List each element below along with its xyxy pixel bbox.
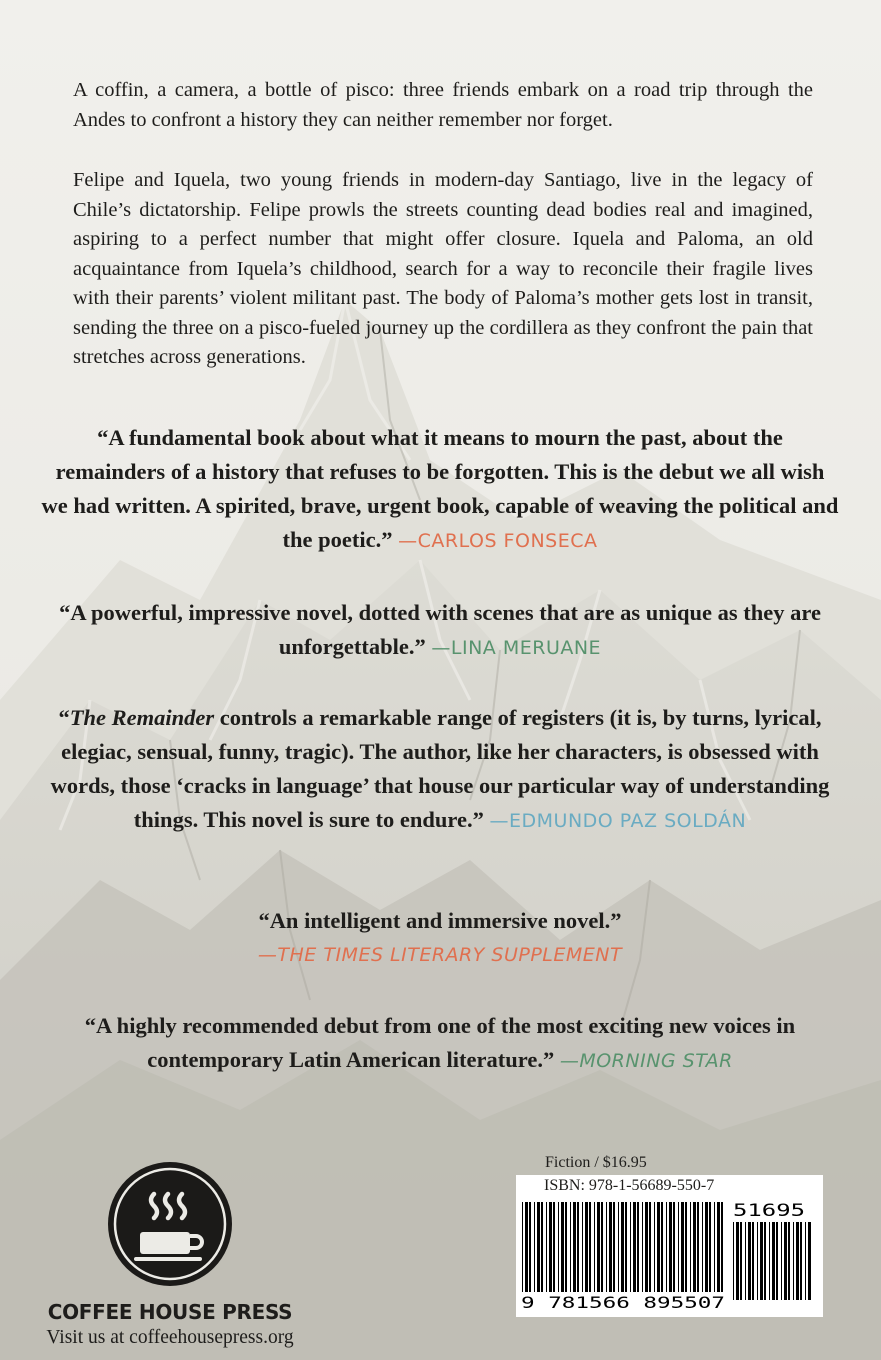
barcode-bar (805, 1222, 806, 1300)
blurb-paragraph-1: A coffin, a camera, a bottle of pisco: three friends embark on a road trip through the Andes to confront a history they can neither remember nor forget. (73, 79, 813, 131)
barcode-bar (601, 1202, 603, 1292)
review-quote-1 (40, 421, 840, 558)
price-label: Fiction / $16.95 (545, 1154, 647, 1171)
barcode-digits: 9 781566 895507 (521, 1293, 725, 1312)
barcode-bar (642, 1202, 643, 1292)
barcode-bar (537, 1202, 540, 1292)
barcode-bar (721, 1202, 723, 1292)
quote-text: “A fundamental book about what it means to mourn the past, about the remainders of a history that refuses to be forgotten. This is the debut we all wish we had written. A spirited, brave, urgent book, capable of weaving the political and the poetic.” (41, 425, 839, 552)
barcode-bar (748, 1222, 751, 1300)
barcode-bar (796, 1222, 799, 1300)
barcode-bar (690, 1202, 691, 1292)
barcode-bar (784, 1222, 787, 1300)
barcode-bar (702, 1202, 703, 1292)
barcode-bar (649, 1202, 651, 1292)
barcode-bar (589, 1202, 591, 1292)
publisher-name: COFFEE HOUSE PRESS (47, 1300, 293, 1324)
barcode-bar (613, 1202, 615, 1292)
barcode-bar (788, 1222, 790, 1300)
barcode-bar (745, 1222, 746, 1300)
barcode-bar (669, 1202, 672, 1292)
barcode-bar (714, 1202, 715, 1292)
barcode-bar (705, 1202, 708, 1292)
barcode-bar (597, 1202, 600, 1292)
blurb-paragraph-2: Felipe and Iquela, two young friends in modern-day Santiago, live in the legacy of Chile’s dictatorship. Felipe prowls the streets counting dead bodies real and imagined, aspiring to a perfect number that might offer closure. Iquela and Paloma, an old acquaintance from Iquela’s childhood, search for a way to reconcile their fragile lives with their parents’ violent militant past. The body of Paloma’s mother gets lost in transit, sending the three on a pisco-fueled journey up the cordillera as they confront the pain that stretches across generations. (73, 169, 813, 368)
barcode-bar (549, 1202, 552, 1292)
barcode-bar (570, 1202, 571, 1292)
barcode-bar (585, 1202, 588, 1292)
barcode-bar (637, 1202, 639, 1292)
quote-text: “An intelligent and immersive novel.” (258, 908, 622, 933)
barcode-bar (772, 1222, 775, 1300)
addon-digits: 51695 (733, 1201, 805, 1221)
barcode-bar (582, 1202, 583, 1292)
barcode-bar (633, 1202, 636, 1292)
barcode-bar (736, 1222, 739, 1300)
barcode-bar (618, 1202, 619, 1292)
barcode-bar (769, 1222, 770, 1300)
isbn-barcode (520, 1200, 726, 1312)
quote-attribution: —CARLOS FONSECA (398, 530, 598, 552)
barcode-bar (534, 1202, 535, 1292)
barcode-bar (645, 1202, 648, 1292)
barcode-bar (678, 1202, 679, 1292)
quote-attribution: —EDMUNDO PAZ SOLDÁN (489, 810, 747, 832)
barcode-bar (621, 1202, 624, 1292)
barcode-bar (709, 1202, 711, 1292)
barcode-box (516, 1175, 823, 1317)
barcode-bar (764, 1222, 766, 1300)
barcode-bar (558, 1202, 559, 1292)
barcode-bar (609, 1202, 612, 1292)
quote-text: “A powerful, impressive novel, dotted with scenes that are as unique as they are unforgettable.” (59, 600, 821, 659)
barcode-bar (522, 1202, 523, 1292)
quote-text: “A highly recommended debut from one of the most exciting new voices in contemporary Latin American literature.” (84, 1013, 796, 1072)
barcode-bar (573, 1202, 576, 1292)
barcode-bar (577, 1202, 579, 1292)
barcode-bar (525, 1202, 528, 1292)
barcode-bar (661, 1202, 663, 1292)
review-quote-4 (40, 904, 840, 972)
barcode-bar (561, 1202, 564, 1292)
publisher-url[interactable]: Visit us at coffeehousepress.org (46, 1327, 294, 1348)
barcode-bar (685, 1202, 687, 1292)
barcode-bar (752, 1222, 754, 1300)
quote-attribution: —THE TIMES LITERARY SUPPLEMENT (257, 944, 623, 966)
barcode-bar (553, 1202, 555, 1292)
barcode-bar (800, 1222, 802, 1300)
barcode-bar (760, 1222, 763, 1300)
barcode-bar (625, 1202, 627, 1292)
book-title: The Remainder (69, 705, 215, 730)
barcode-bar (793, 1222, 794, 1300)
quote-attribution: —LINA MERUANE (431, 637, 602, 659)
barcode-bar (740, 1222, 742, 1300)
barcode-bar (776, 1222, 778, 1300)
barcode-bar (594, 1202, 595, 1292)
barcode-bar (808, 1222, 811, 1300)
isbn-label: ISBN: 978-1-56689-550-7 (544, 1177, 715, 1194)
barcode-bar (757, 1222, 758, 1300)
barcode-bar (781, 1222, 782, 1300)
barcode-bar (717, 1202, 720, 1292)
quote-attribution: —MORNING STAR (559, 1050, 733, 1072)
quote-text: controls a remarkable range of registers (it is, by turns, lyrical, elegiac, sensual, funny, tragic). The author, like her characters, is obsessed with words, those ‘cracks in language’ that house our particular way of understanding things. This novel is sure to endure.” (50, 705, 830, 832)
barcode-bar (666, 1202, 667, 1292)
coffee-cup-icon (106, 1160, 234, 1288)
barcode-bar (673, 1202, 675, 1292)
barcode-bar (565, 1202, 567, 1292)
barcode-bar (657, 1202, 660, 1292)
barcode-bar (606, 1202, 607, 1292)
publisher-block (20, 1160, 320, 1349)
barcode-bar (733, 1222, 734, 1300)
review-quote-2 (40, 596, 840, 665)
barcode-bar (546, 1202, 547, 1292)
barcode-bar (630, 1202, 631, 1292)
price-addon-barcode (731, 1200, 811, 1300)
barcode-bar (681, 1202, 684, 1292)
barcode-bar (541, 1202, 543, 1292)
barcode-bar (654, 1202, 655, 1292)
barcode-bar (697, 1202, 699, 1292)
review-quote-5 (40, 1009, 840, 1078)
review-quote-3: “The Remainder controls a remarkable range of registers (it is, by turns, lyrical, elegiac, sensual, funny, tragic). The author, like her characters, is obsessed with words, those ‘cracks in language’ that house our particular way of understanding things. This novel is sure to endure.” —EDMUNDO PAZ SOLDÁN (50, 705, 830, 832)
barcode-bar (529, 1202, 531, 1292)
barcode-bar (693, 1202, 696, 1292)
